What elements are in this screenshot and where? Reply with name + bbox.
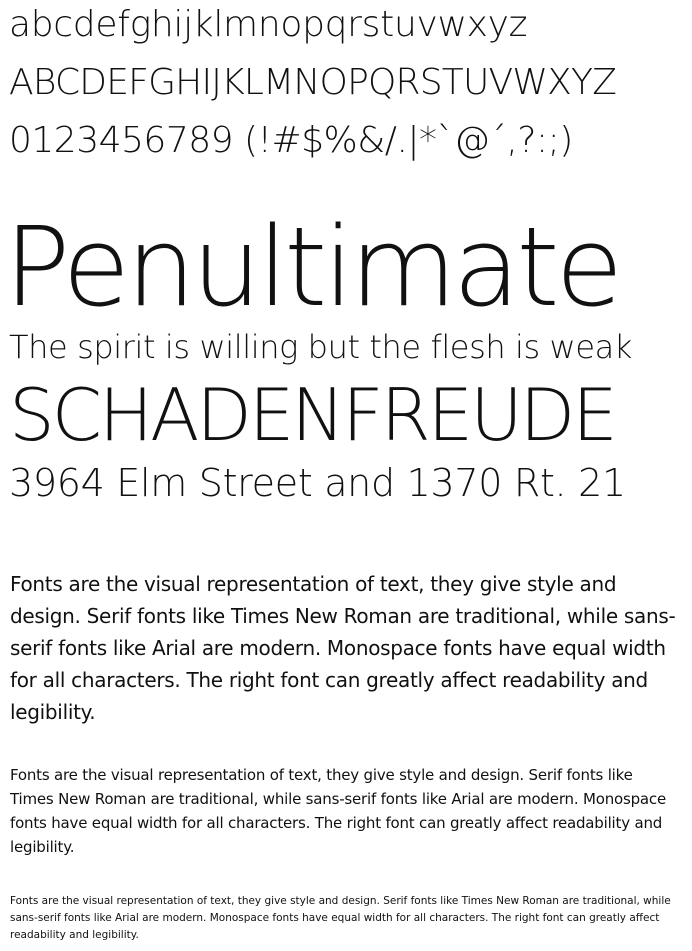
- sample-phrase: The spirit is willing but the flesh is weak: [9, 328, 632, 366]
- paragraph-large: Fonts are the visual representation of text, they give style and design. Serif fonts like Times New Roman are traditional, while sans-serif fonts like Arial are modern. Monospace fonts have equal width for all characters. The right font can greatly affect readability and legibility.: [10, 572, 676, 724]
- digits-and-symbols: 0123456789 (!#$%&/.|*`@´,?:;): [9, 120, 573, 161]
- lowercase-alphabet: abcdefghijklmnopqrstuvwxyz: [9, 4, 528, 45]
- paragraph-small: Fonts are the visual representation of text, they give style and design. Serif fonts like Times New Roman are traditional, while sans-serif fonts like Arial are modern. Monospace fonts have equal width for all characters. The right font can greatly affect readability and legibility.: [10, 895, 671, 941]
- uppercase-alphabet: ABCDEFGHIJKLMNOPQRSTUVWXYZ: [9, 62, 617, 103]
- address-line: 3964 Elm Street and 1370 Rt. 21: [9, 461, 626, 505]
- caps-word: SCHADENFREUDE: [9, 373, 615, 457]
- paragraph-medium: Fonts are the visual representation of text, they give style and design. Serif fonts like Times New Roman are traditional, while sans-serif fonts like Arial are modern. Monospace fonts have equal width for all characters. The right font can greatly affect readability and legibility.: [10, 766, 666, 856]
- display-word: Penultimate: [4, 203, 620, 331]
